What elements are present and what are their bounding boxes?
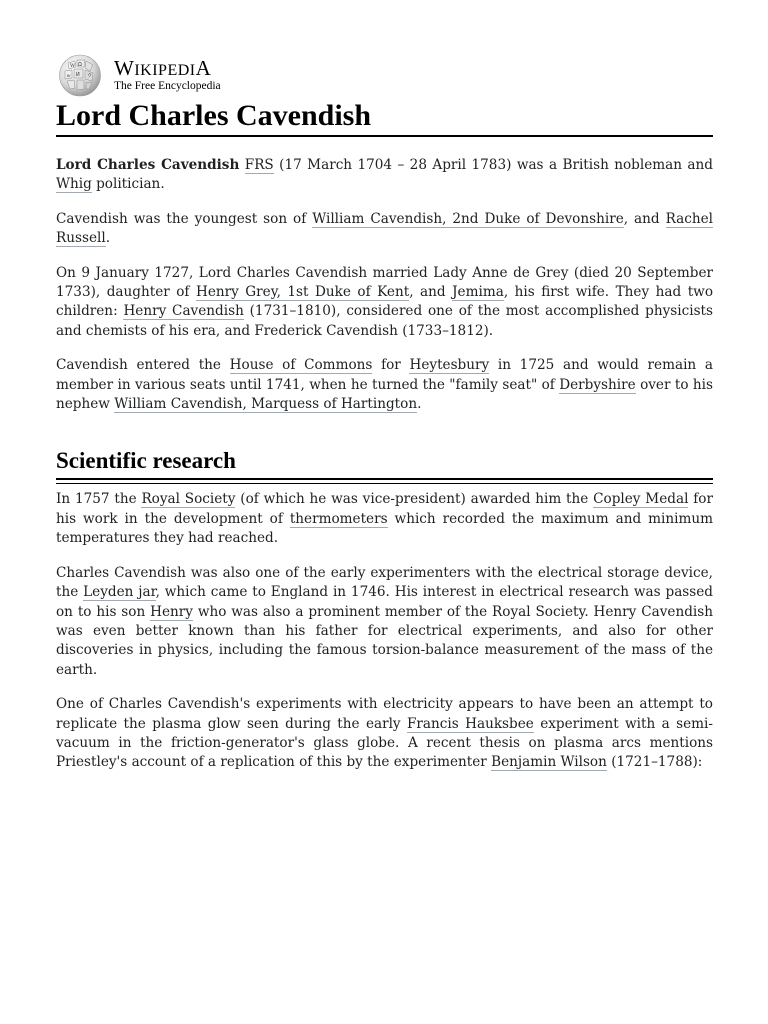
copley-paragraph: In 1757 the Royal Society (of which he was vice-president) awarded him the Copley Medal for his work in the development of thermometers which recorded the maximum and minimum temperatures they had reached. [56, 491, 713, 547]
leyden-paragraph: Charles Cavendish was also one of the early experimenters with the electrical storage device, the Leyden jar, which came to England in 1746. His interest in electrical research was passed on to his son Henry who was also a prominent member of the Royal Society. Henry Cavendish was even better known than his father for electrical experiments, and also for other discoveries in physics, including the famous torsion-balance measurement of the mass of the earth. [56, 564, 714, 678]
wordmark-tagline: The Free Encyclopedia [114, 79, 221, 92]
link-leyden-jar[interactable]: Leyden jar [83, 584, 156, 601]
section-divider [56, 483, 713, 484]
svg-text:ウ: ウ [87, 73, 93, 79]
marriage-paragraph: On 9 January 1727, Lord Charles Cavendish married Lady Anne de Grey (died 20 September 1733), daughter of Henry Grey, 1st Duke of Kent, and Jemima, his first wife. They had two children: Henry Cavendish (1731–1810), considered one of the most accomplished physicists and chemists of his era, and Frederick Cavendish (1733–1812). [56, 264, 714, 339]
plasma-paragraph: One of Charles Cavendish's experiments with electricity appears to have been an attempt to replicate the plasma glow seen during the early Francis Hauksbee experiment with a semi-vacuum in the friction-generator's glass globe. A recent thesis on plasma arcs mentions Priestley's account of a replication of this by the experimenter Benjamin Wilson (1721–1788): [56, 696, 713, 771]
wikipedia-logo[interactable] [56, 52, 713, 98]
bold-name: Lord Charles Cavendish [56, 157, 240, 173]
link-whig[interactable]: Whig [56, 176, 92, 193]
svg-text:И: И [76, 72, 80, 78]
section-heading-scientific-research: Scientific research [56, 447, 713, 480]
page [56, 52, 713, 788]
link-benjamin-wilson[interactable]: Benjamin Wilson [491, 754, 607, 771]
parliament-paragraph: Cavendish entered the House of Commons for Heytesbury in 1725 and would remain a member in various seats until 1741, when he turned the "family seat" of Derbyshire over to his nephew William Cavendish, Marquess of Hartington. [56, 357, 713, 413]
link-royal-society[interactable]: Royal Society [141, 491, 236, 508]
link-rachel-russell[interactable]: Rachel Russell [56, 210, 713, 247]
link-henry-grey[interactable]: Henry Grey, 1st Duke of Kent [195, 284, 410, 301]
link-henry-cavendish[interactable]: Henry Cavendish [123, 303, 244, 320]
wikipedia-globe-icon [56, 53, 104, 97]
link-copley-medal[interactable]: Copley Medal [593, 491, 689, 508]
wordmark-title: WIKIPEDIA [114, 55, 212, 80]
link-francis-hauksbee[interactable]: Francis Hauksbee [407, 715, 534, 732]
wordmark [114, 55, 221, 93]
link-derbyshire[interactable]: Derbyshire [559, 376, 636, 393]
svg-text:Ω: Ω [78, 62, 82, 68]
svg-text:W: W [70, 63, 76, 69]
link-marquess-of-hartington[interactable]: William Cavendish, Marquess of Hartington [114, 396, 418, 413]
link-heytesbury[interactable]: Heytesbury [409, 357, 490, 374]
link-jemima[interactable]: Jemima [452, 284, 504, 301]
link-thermometers[interactable]: thermometers [289, 510, 388, 527]
link-frs[interactable]: FRS [244, 157, 274, 173]
link-henry[interactable]: Henry [150, 603, 193, 620]
intro-paragraph: Lord Charles Cavendish FRS (17 March 1704 – 28 April 1783) was a British nobleman and Whig politician. [56, 157, 713, 193]
link-house-of-commons[interactable]: House of Commons [229, 357, 373, 374]
link-william-cavendish-2nd-duke[interactable]: William Cavendish, 2nd Duke of Devonshire [312, 210, 624, 227]
svg-text:ש: ש [67, 73, 71, 79]
page-title: Lord Charles Cavendish [56, 98, 713, 137]
parents-paragraph: Cavendish was the youngest son of William Cavendish, 2nd Duke of Devonshire, and Rachel Russell. [56, 210, 713, 247]
